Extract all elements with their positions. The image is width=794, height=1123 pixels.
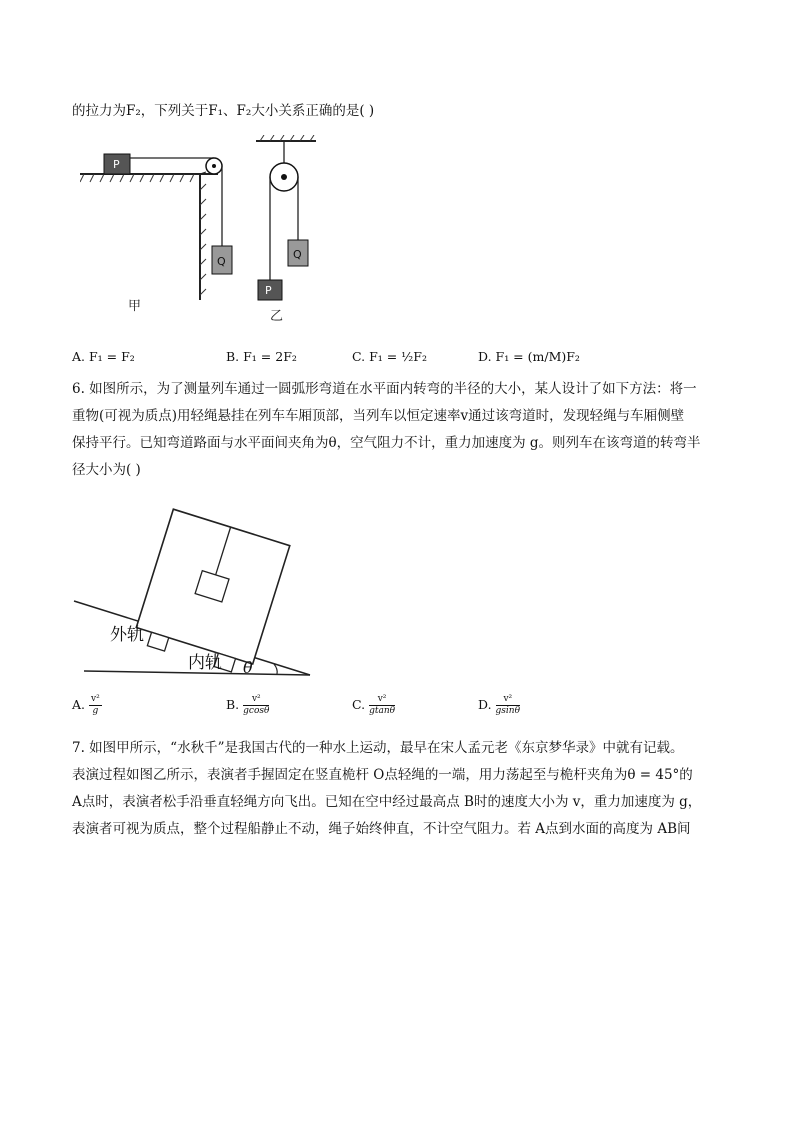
fraction: [243, 694, 269, 717]
option-prefix: B.: [226, 697, 240, 713]
denominator: gtanθ: [369, 706, 396, 716]
denominator: g: [92, 706, 99, 716]
denominator: gcosθ: [243, 706, 270, 716]
q6-line-4: 径大小为( ): [72, 462, 141, 478]
q6-option-c: [352, 694, 395, 717]
block-q-label: Q: [293, 248, 302, 261]
block-q-label: Q: [217, 255, 226, 268]
option-prefix: D.: [478, 697, 492, 713]
block-p-label: P: [113, 158, 120, 171]
q5-option-b: B. F₁ = 2F₂: [226, 349, 297, 364]
figure-yi: [250, 135, 330, 325]
q7-line-3: A点时，表演者松手沿垂直轻绳方向飞出。已知在空中经过最高点 B时的速度大小为 v，重力加速度为 g，: [72, 794, 702, 810]
caption-yi: 乙: [270, 309, 284, 324]
q6-option-d: [478, 694, 520, 717]
numerator: v²: [369, 694, 395, 706]
inner-rail-label: 内轨: [188, 653, 222, 673]
q6-line-3: 保持平行。已知弯道路面与水平面间夹角为θ，空气阻力不计，重力加速度为 g。则列车在该弯道的转弯半: [72, 435, 701, 451]
option-prefix: C.: [352, 697, 366, 713]
numerator: v²: [496, 694, 520, 706]
caption-jia: 甲: [128, 299, 142, 314]
fraction: [89, 694, 102, 717]
option-prefix: A.: [72, 697, 86, 713]
block-p-label: P: [265, 284, 272, 297]
q6-option-b: [226, 694, 269, 717]
q6-option-a: [72, 694, 102, 717]
numerator: v²: [91, 694, 100, 704]
q7-line-4: 表演者可视为质点，整个过程船静止不动，绳子始终伸直，不计空气阻力。若 A点到水面的高度为 AB间: [72, 821, 691, 837]
outer-rail-label: 外轨: [110, 625, 144, 645]
fraction: [496, 694, 520, 717]
numerator: v²: [243, 694, 269, 706]
q6-line-2: 重物(可视为质点)用轻绳悬挂在列车车厢顶部，当列车以恒定速率v通过该弯道时，发现轻绳与车厢侧壁: [72, 408, 685, 424]
denominator: gsinθ: [495, 706, 521, 716]
theta-label: θ: [243, 658, 253, 677]
q5-option-c: C. F₁ = ½F₂: [352, 349, 427, 364]
q7-line-1: 7. 如图甲所示，“水秋千”是我国古代的一种水上运动，最早在宋人孟元老《东京梦华录》中就有记载。: [72, 740, 684, 756]
figure-jia: [80, 150, 240, 315]
figure-carriage: [70, 505, 320, 685]
fraction: [369, 694, 395, 717]
q5-option-d: D. F₁ = (m/M)F₂: [478, 349, 580, 364]
q5-option-a: A. F₁ = F₂: [72, 349, 135, 364]
q7-line-2: 表演过程如图乙所示，表演者手握固定在竖直桅杆 O点轻绳的一端，用力荡起至与桅杆夹角为θ = 45°的: [72, 767, 693, 783]
q5-stem: 的拉力为F₂，下列关于F₁、F₂大小关系正确的是( ): [72, 103, 375, 119]
q6-line-1: 6. 如图所示，为了测量列车通过一圆弧形弯道在水平面内转弯的半径的大小，某人设计了如下方法：将一: [72, 381, 697, 397]
